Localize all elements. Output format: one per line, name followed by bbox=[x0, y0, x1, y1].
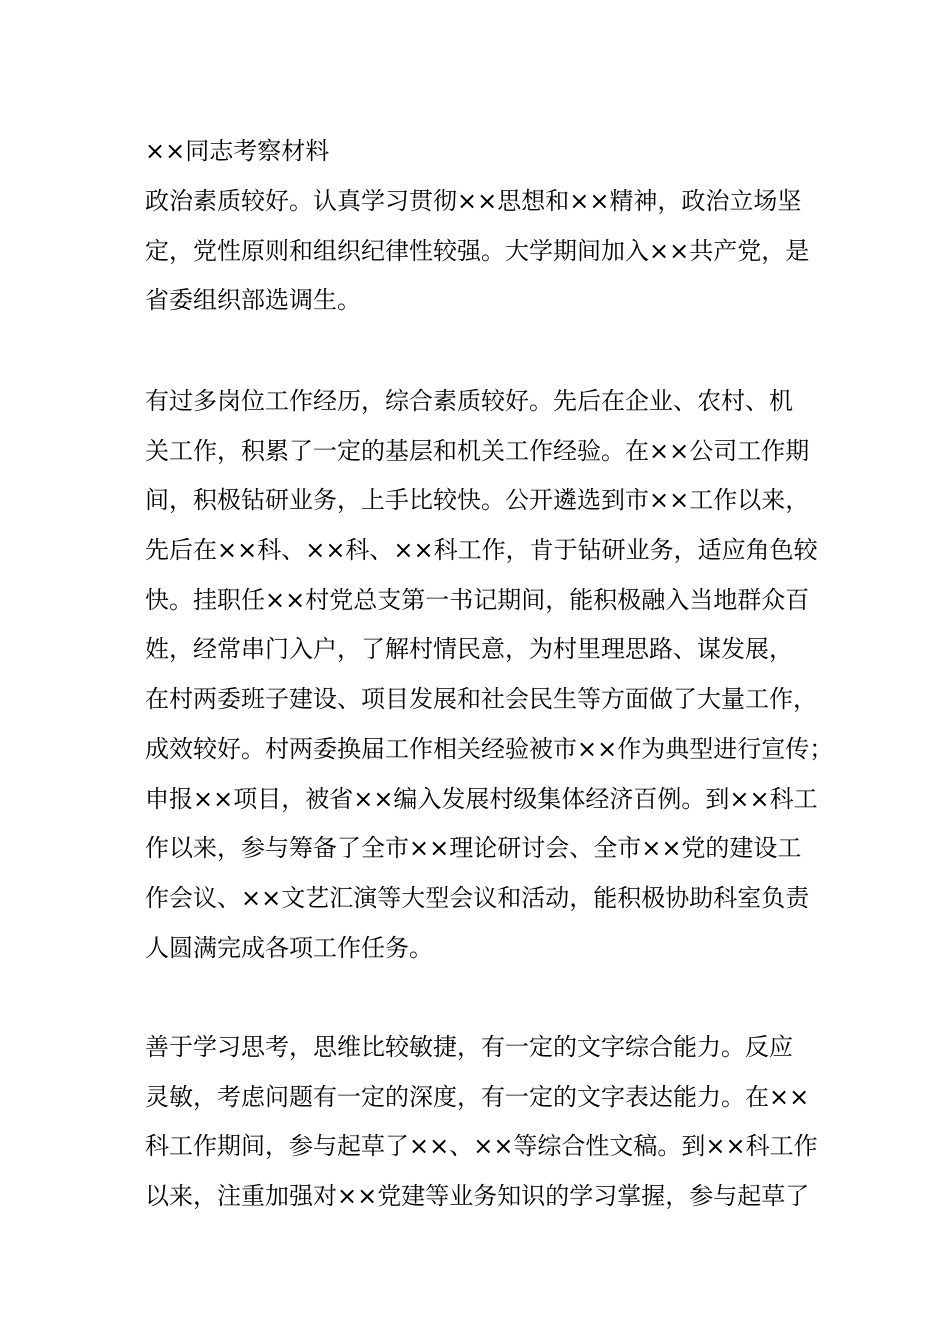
paragraph-line: 省委组织部选调生。 bbox=[145, 286, 361, 315]
paragraph-political-quality bbox=[145, 184, 815, 333]
paragraph-line: 有过多岗位工作经历，综合素质较好。先后在企业、农村、机 bbox=[145, 387, 793, 415]
paragraph-line: 定，党性原则和组织纪律性较强。大学期间加入××共产党，是 bbox=[145, 236, 810, 265]
paragraph-line: 姓，经常串门入户，了解村情民意，为村里理思路、谋发展， bbox=[145, 635, 793, 664]
paragraph-line: 成效较好。村两委换届工作相关经验被市××作为典型进行宣传； bbox=[145, 734, 834, 763]
paragraph-work-experience bbox=[145, 384, 834, 980]
paragraph-line: 作会议、××文艺汇演等大型会议和活动，能积极协助科室负责 bbox=[145, 883, 810, 912]
paragraph-line: 关工作，积累了一定的基层和机关工作经验。在××公司工作期 bbox=[145, 436, 810, 465]
paragraph-line: 快。挂职任××村党总支第一书记期间，能积极融入当地群众百 bbox=[145, 585, 810, 614]
paragraph-line: 人圆满完成各项工作任务。 bbox=[145, 933, 433, 962]
paragraph-line: 申报××项目，被省××编入发展村级集体经济百例。到××科工 bbox=[145, 784, 818, 813]
paragraph-line: 作以来，参与筹备了全市××理论研讨会、全市××党的建设工 bbox=[145, 834, 802, 863]
paragraph-learning-ability bbox=[145, 1030, 818, 1229]
paragraph-line: 在村两委班子建设、项目发展和社会民生等方面做了大量工作， bbox=[145, 685, 817, 714]
paragraph-line: 灵敏，考虑问题有一定的深度，有一定的文字表达能力。在×× bbox=[145, 1082, 810, 1111]
paragraph-line: 科工作期间，参与起草了××、××等综合性文稿。到××科工作 bbox=[145, 1132, 818, 1161]
paragraph-line: 先后在××科、××科、××科工作，肯于钻研业务，适应角色较 bbox=[145, 536, 818, 565]
paragraph-line: 以来，注重加强对××党建等业务知识的学习掌握，参与起草了 bbox=[145, 1182, 810, 1211]
paragraph-line: 善于学习思考，思维比较敏捷，有一定的文字综合能力。反应 bbox=[145, 1033, 793, 1061]
paragraph-line: 间，积极钻研业务，上手比较快。公开遴选到市××工作以来， bbox=[145, 486, 810, 515]
paragraph-line: 政治素质较好。认真学习贯彻××思想和××精神，政治立场坚 bbox=[145, 187, 802, 215]
document-title: ××同志考察材料 bbox=[145, 137, 330, 165]
